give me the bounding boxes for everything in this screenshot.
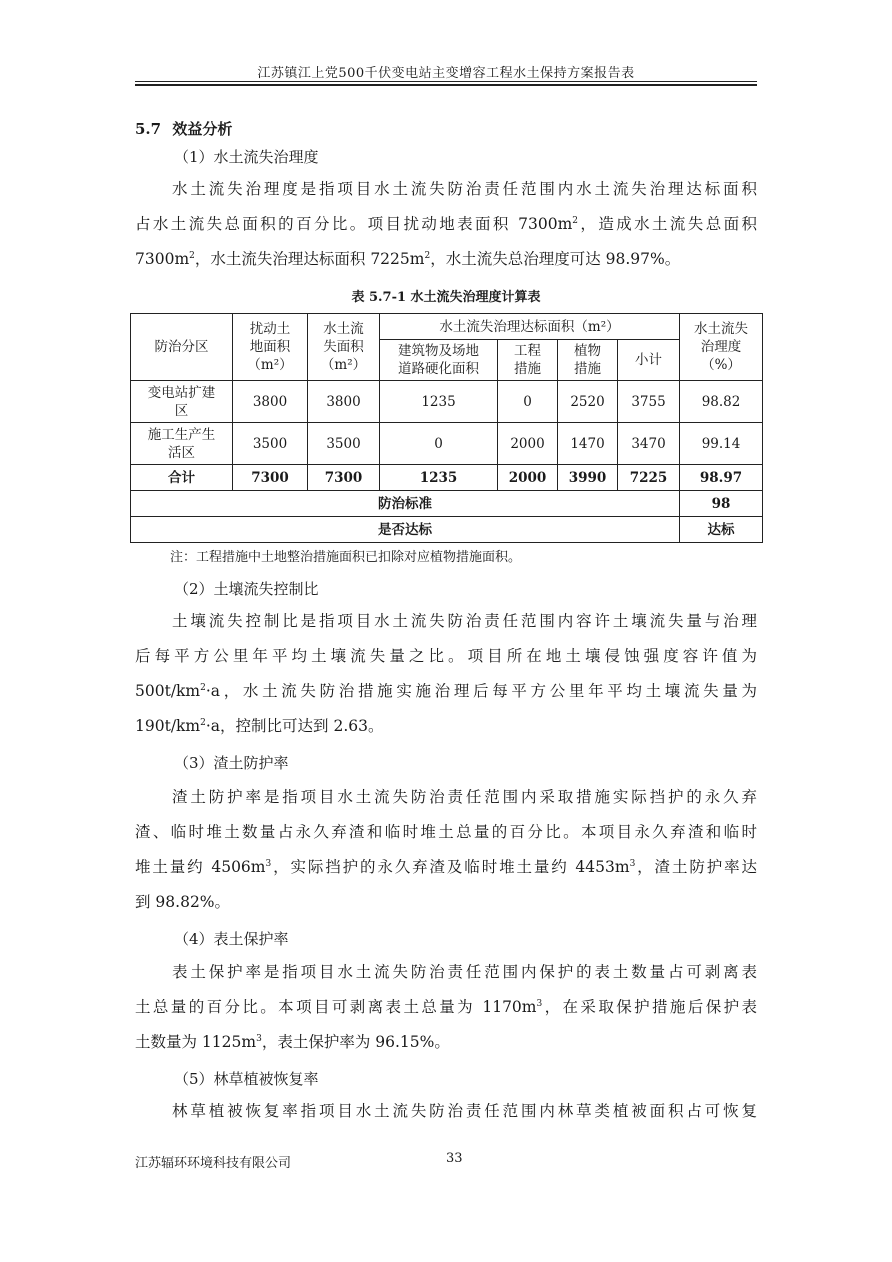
row-disturbed: 3800 [233,381,308,423]
row-building: 0 [380,423,498,465]
section-heading [135,118,232,139]
paragraph-5 [135,1094,757,1129]
sub-heading-4: （4）表土保护率 [174,930,289,948]
section-number: 5.7 [135,120,162,138]
paragraph-1-line-2: 占水土流失总面积的百分比。项目扰动地表面积 $7300m^2$，造成水土流失总面积 [135,215,757,233]
sub-heading-3: （3）渣土防护率 [174,754,289,772]
header-zone: 防治分区 [131,314,233,381]
sub-heading-5: （5）林草植被恢复率 [174,1070,319,1088]
row-disturbed: 3500 [233,423,308,465]
header-plant-measures: 植物 措施 [558,340,618,381]
total-zone: 合计 [131,465,233,491]
total-loss: 7300 [308,465,380,491]
paragraph-4-line-1: 表土保护率是指项目水土流失防治责任范围内保护的表土数量占可剥离表 [172,963,757,981]
row-plant: 1470 [558,423,618,465]
table-compliance-row [131,517,763,543]
header-loss-area: 水土流 失面积 （m²） [308,314,380,381]
header-building-area: 建筑物及场地 道路硬化面积 [380,340,498,381]
table-caption: 表 5.7-1 水土流失治理度计算表 [351,290,541,305]
section-title: 效益分析 [172,120,233,138]
row-loss: 3500 [308,423,380,465]
row-building: 1235 [380,381,498,423]
row-subtotal: 3470 [618,423,680,465]
row-rate: 99.14 [680,423,763,465]
paragraph-4-line-2: 土总量的百分比。本项目可剥离表土总量为 $1170m^3$，在采取保护措施后保护表 [135,998,757,1016]
paragraph-5-line-1: 林草植被恢复率指项目水土流失防治责任范围内林草类植被面积占可恢复 [172,1102,757,1120]
row-plant: 2520 [558,381,618,423]
row-zone: 施工生产生 活区 [131,423,233,465]
paragraph-4-line-3: 土数量为 $1125m^3$，表土保护率为 96.15%。 [135,1033,450,1051]
sub-heading-1: （1）水土流失治理度 [174,148,319,166]
row-engineering: 0 [498,381,558,423]
header-rule-thin [135,81,757,82]
row-rate: 98.82 [680,381,763,423]
row-subtotal: 3755 [618,381,680,423]
paragraph-1-line-3: $7300m^2$，水土流失治理达标面积 $7225m^2$，水土流失总治理度可达 98.97%。 [135,250,681,268]
row-engineering: 2000 [498,423,558,465]
paragraph-3-line-4: 到 98.82%。 [135,893,231,911]
paragraph-2-line-2: 后每平方公里年平均土壤流失量之比。项目所在地土壤侵蚀强度容许值为 [135,647,757,665]
total-building: 1235 [380,465,498,491]
paragraph-3-line-2: 渣、临时堆土数量占永久弃渣和临时堆土总量的百分比。本项目永久弃渣和临时 [135,823,757,841]
total-disturbed: 7300 [233,465,308,491]
paragraph-3-line-1: 渣土防护率是指项目水土流失防治责任范围内采取措施实际挡护的永久弃 [172,788,757,806]
paragraph-3-line-3: 堆土量约 $4506m^3$，实际挡护的永久弃渣及临时堆土量约 $4453m^3$，渣土防护率达 [135,858,757,876]
table-row [131,423,763,465]
total-subtotal: 7225 [618,465,680,491]
row-zone: 变电站扩建 区 [131,381,233,423]
paragraph-2 [135,604,757,744]
paragraph-1-line-1: 水土流失治理度是指项目水土流失防治责任范围内水土流失治理达标面积 [172,180,757,198]
header-rule-thick [135,84,757,86]
table-standard-row [131,491,763,517]
standard-value: 98 [680,491,763,517]
table-note: 注：工程措施中土地整治措施面积已扣除对应植物措施面积。 [170,550,522,565]
footer-company: 江苏辐环环境科技有限公司 [135,1156,292,1171]
table-row [131,381,763,423]
header-disturbed-area: 扰动土 地面积 （m²） [233,314,308,381]
total-engineering: 2000 [498,465,558,491]
paragraph-3 [135,780,757,920]
footer-page-number: 33 [446,1151,463,1166]
row-loss: 3800 [308,381,380,423]
paragraph-2-line-4: $190t/km^2\cdot a$，控制比可达到 2.63。 [135,717,384,735]
page-header-title: 江苏镇江上党500千伏变电站主变增容工程水土保持方案报告表 [257,66,635,81]
compliance-label: 是否达标 [131,517,680,543]
compliance-value: 达标 [680,517,763,543]
paragraph-2-line-3: $500t/km^2\cdot a$，水土流失防治措施实施治理后每平方公里年平均土壤流失量为 [135,682,757,700]
header-treatment-rate: 水土流失 治理度 （%） [680,314,763,381]
paragraph-4 [135,955,757,1060]
header-engineering-measures: 工程 措施 [498,340,558,381]
standard-label: 防治标准 [131,491,680,517]
total-rate: 98.97 [680,465,763,491]
table-total-row [131,465,763,491]
treatment-table [130,313,763,543]
paragraph-2-line-1: 土壤流失控制比是指项目水土流失防治责任范围内容许土壤流失量与治理 [172,612,757,630]
header-treated-area: 水土流失治理达标面积（m²） [380,314,680,340]
paragraph-1 [135,172,757,277]
total-plant: 3990 [558,465,618,491]
header-subtotal: 小计 [618,340,680,381]
sub-heading-2: （2）土壤流失控制比 [174,580,319,598]
